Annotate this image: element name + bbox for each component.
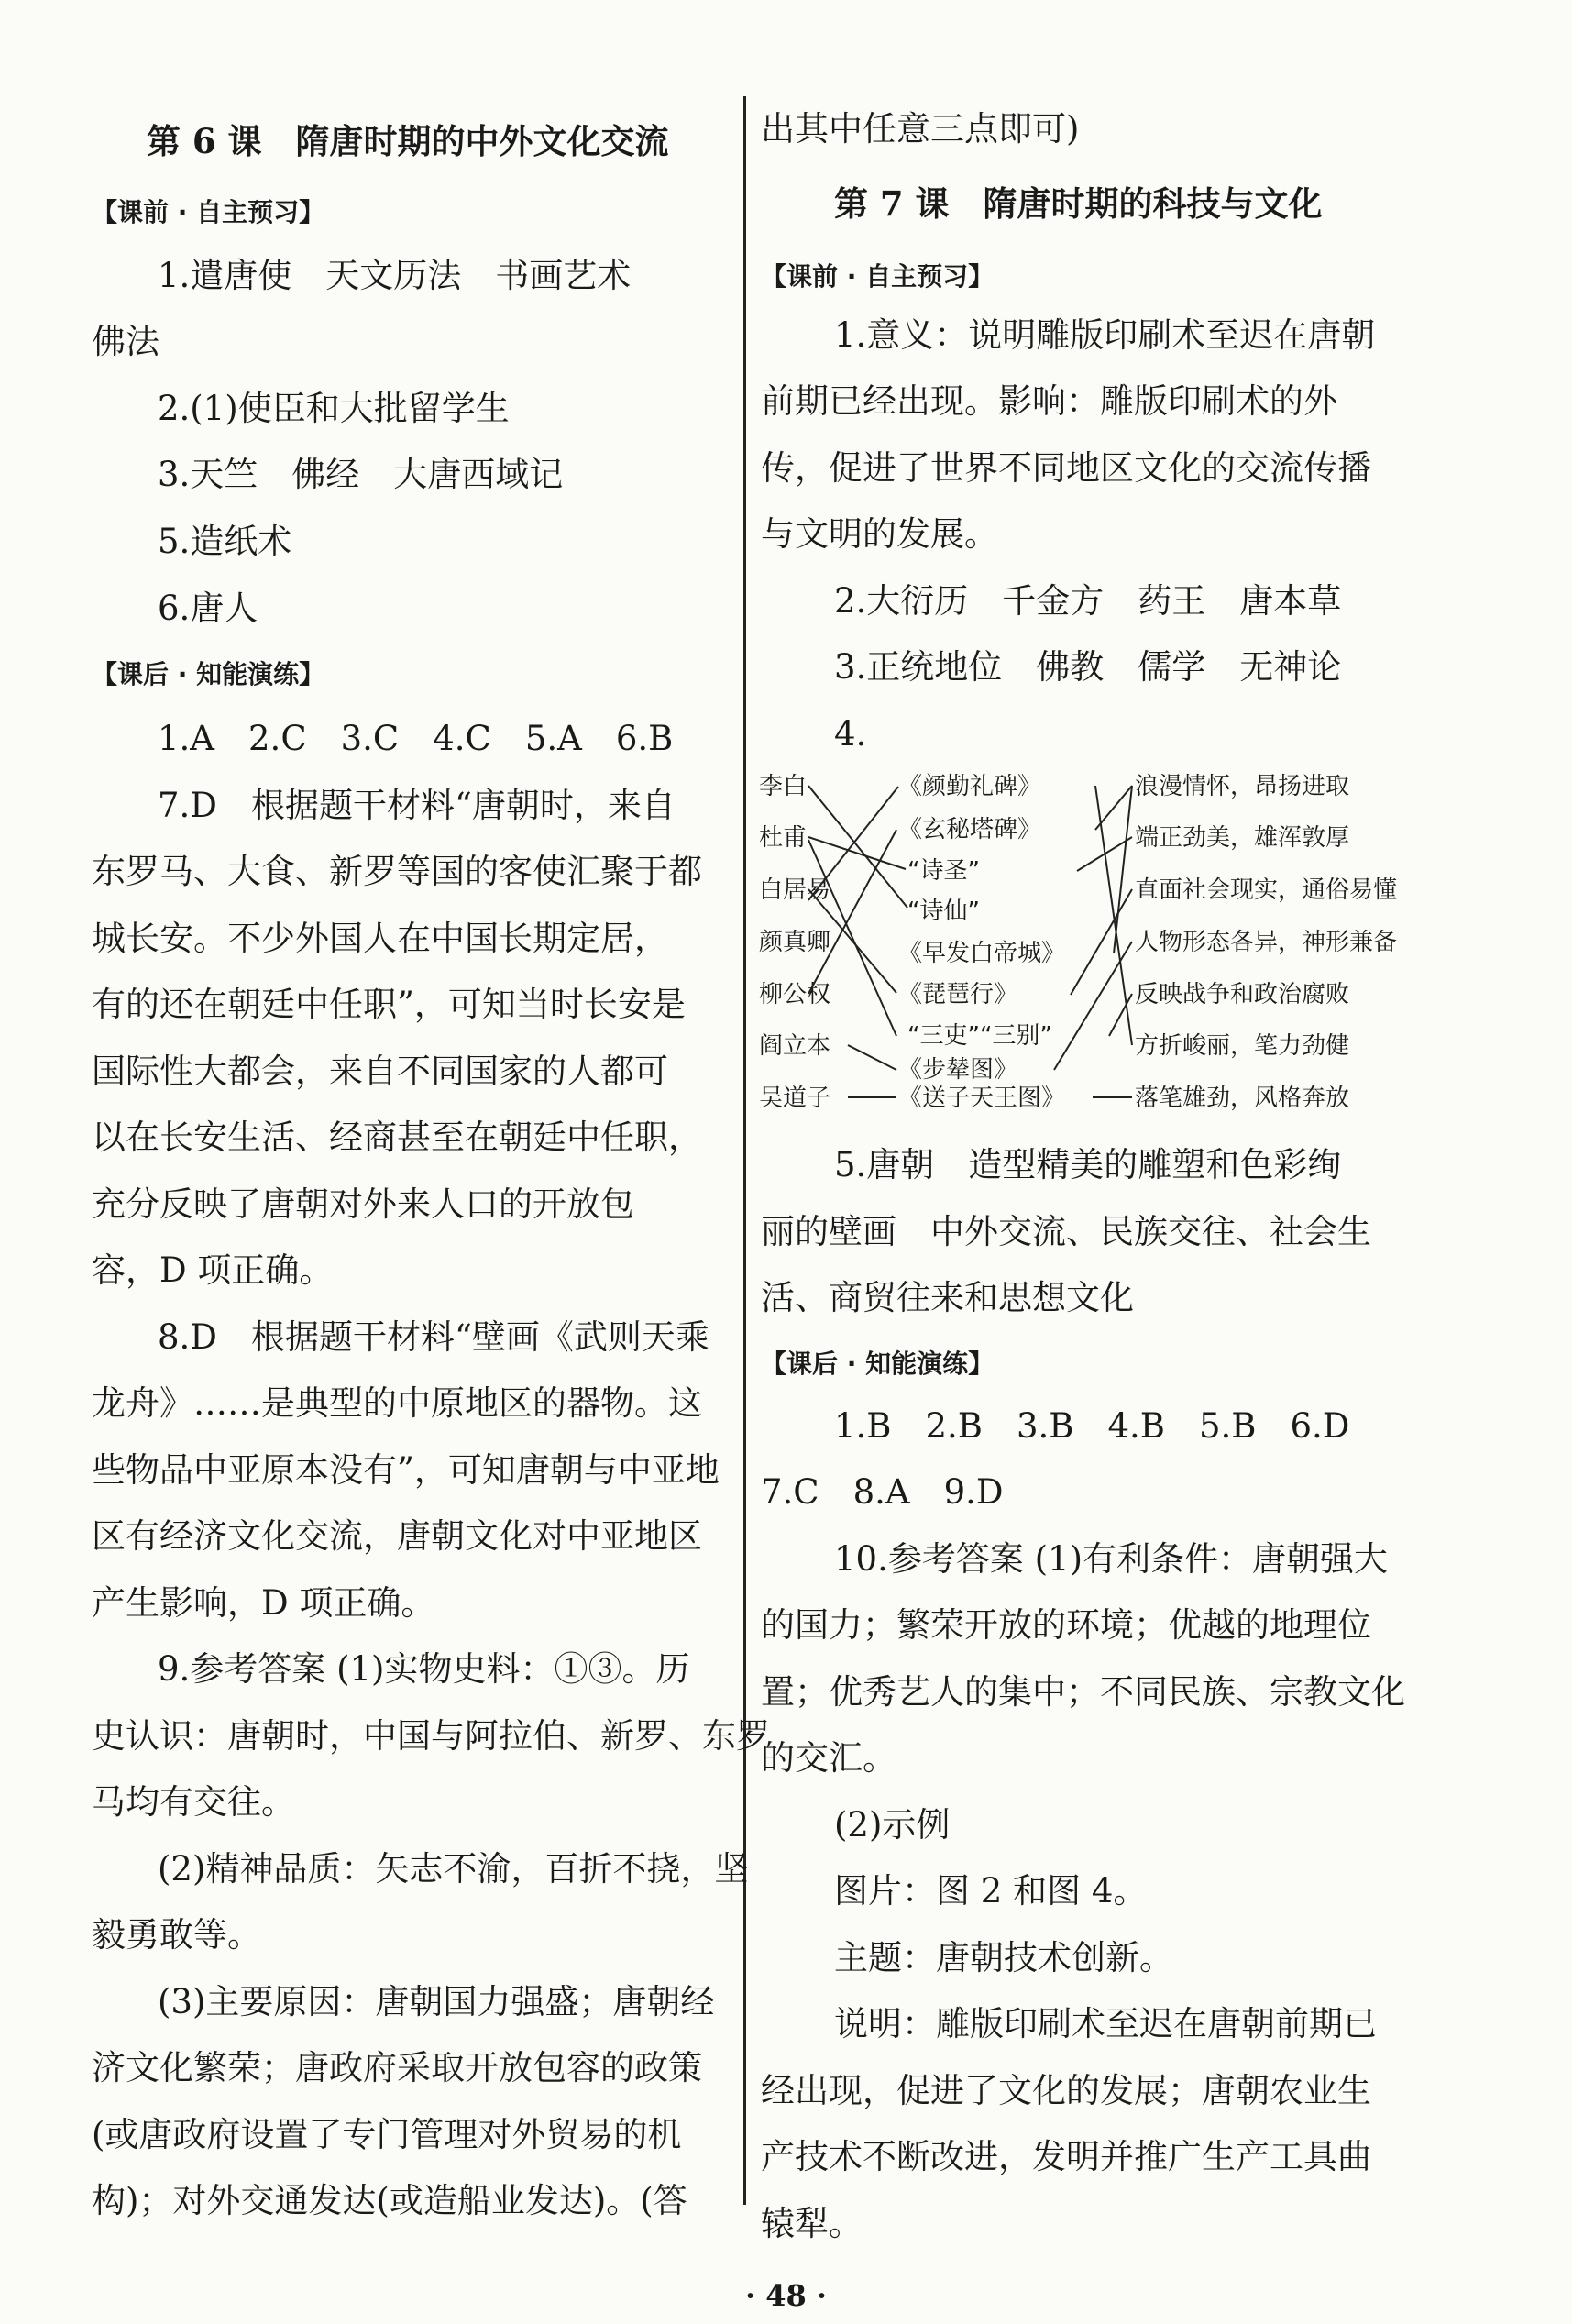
q8-line: 些物品中亚原本没有”，可知唐朝与中亚地 [92, 1450, 720, 1490]
person-label: 白居易 [759, 876, 831, 904]
q7-line: 有的还在朝廷中任职”，可知当时长安是 [92, 985, 686, 1024]
q9-line: (3)主要原因：唐朝国力强盛；唐朝经 [158, 1982, 715, 2021]
q9-line: (或唐政府设置了专门管理对外贸易的机 [92, 2115, 682, 2154]
q10-line: 的交汇。 [761, 1738, 896, 1778]
style-label: 人物形态各异，神形兼备 [1135, 929, 1398, 956]
section-practice-header: 【课后 · 知能演练】 [92, 659, 325, 689]
answer-line: 前期已经出现。影响：雕版印刷术的外 [761, 381, 1337, 421]
style-label: 直面社会现实，通俗易懂 [1135, 876, 1398, 904]
match-line [1114, 786, 1132, 953]
match-line [808, 837, 906, 869]
work-label: 《早发白帝城》 [898, 940, 1066, 967]
answer-line: 2.(1)使臣和大批留学生 [158, 389, 510, 428]
match-line [1095, 786, 1132, 1045]
answer-line: 4. [834, 714, 867, 754]
q10-line: 产技术不断改进，发明并推广生产工具曲 [761, 2137, 1371, 2176]
answer-key-line: 1.A 2.C 3.C 4.C 5.A 6.B [158, 719, 674, 758]
style-label: 落笔雄劲，风格奔放 [1135, 1085, 1350, 1112]
q8-line: 区有经济文化交流，唐朝文化对中亚地区 [92, 1516, 702, 1556]
answer-line: 6.唐人 [158, 589, 258, 628]
work-label: “诗仙” [907, 898, 980, 925]
q9-line: 毅勇敢等。 [92, 1915, 261, 1955]
answer-line: 与文明的发展。 [761, 514, 998, 554]
person-label: 吴道子 [759, 1085, 831, 1112]
answer-line: 1.意义：说明雕版印刷术至迟在唐朝 [834, 315, 1376, 355]
person-label: 阎立本 [759, 1032, 831, 1060]
answer-line: 5.唐朝 造型精美的雕塑和色彩绚 [834, 1145, 1342, 1184]
lesson-7-title: 第 7 课 隋唐时期的科技与文化 [834, 183, 1323, 224]
answer-key-line: 1.B 2.B 3.B 4.B 5.B 6.D [834, 1406, 1350, 1446]
q9-line: 构)；对外交通发达(或造船业发达)。(答 [92, 2181, 687, 2220]
section-preview-header: 【课前 · 自主预习】 [92, 197, 325, 227]
style-label: 方折峻丽，笔力劲健 [1135, 1032, 1350, 1060]
section-preview-header: 【课前 · 自主预习】 [761, 261, 995, 292]
q7-line: 7.D 根据题干材料“唐朝时，来自 [158, 786, 676, 825]
work-label: 《送子天王图》 [898, 1085, 1066, 1112]
match-line [1054, 942, 1132, 1070]
answer-line: 1.遣唐使 天文历法 书画艺术 [158, 256, 632, 295]
q10-line: (2)示例 [834, 1805, 951, 1845]
answer-line: 5.造纸术 [158, 522, 292, 561]
answer-line: 丽的壁画 中外交流、民族交往、社会生 [761, 1212, 1371, 1251]
q9-line: 济文化繁荣；唐政府采取开放包容的政策 [92, 2048, 702, 2087]
q8-line: 产生影响，D 项正确。 [92, 1583, 435, 1623]
work-label: “三吏”“三别” [907, 1022, 1052, 1050]
style-label: 端正劲美，雄浑敦厚 [1135, 824, 1350, 852]
match-line [1095, 786, 1132, 830]
person-label: 李白 [759, 773, 808, 800]
answer-line: 佛法 [92, 322, 159, 361]
q10-line: 辕犁。 [761, 2204, 863, 2243]
q10-line: 经出现，促进了文化的发展；唐朝农业生 [761, 2071, 1371, 2110]
q10-line: 的国力；繁荣开放的环境；优越的地理位 [761, 1605, 1371, 1645]
person-label: 杜甫 [759, 824, 808, 852]
work-label: “诗圣” [907, 857, 980, 885]
answer-line: 2.大衍历 千金方 药王 唐本草 [834, 581, 1342, 621]
q10-line: 主题：唐朝技术创新。 [834, 1938, 1173, 1977]
q9-line: 9.参考答案 (1)实物史料：①③。历 [158, 1649, 690, 1689]
style-label: 浪漫情怀，昂扬进取 [1135, 773, 1350, 800]
q9-line: (2)精神品质：矢志不渝，百折不挠，坚 [158, 1849, 749, 1889]
q7-line: 充分反映了唐朝对外来人口的开放包 [92, 1184, 634, 1224]
continued-line: 出其中任意三点即可) [761, 109, 1080, 149]
work-label: 《琵琶行》 [898, 981, 1018, 1008]
q9-line: 史认识：唐朝时，中国与阿拉伯、新罗、东罗 [92, 1716, 770, 1756]
q7-line: 以在长安生活、经商甚至在朝廷中任职， [92, 1118, 702, 1157]
answer-key-line: 7.C 8.A 9.D [761, 1472, 1004, 1512]
answer-line: 3.正统地位 佛教 儒学 无神论 [834, 647, 1342, 687]
style-label: 反映战争和政治腐败 [1135, 981, 1350, 1008]
q8-line: 8.D 根据题干材料“壁画《武则天乘 [158, 1317, 709, 1357]
section-practice-header: 【课后 · 知能演练】 [761, 1349, 995, 1379]
person-label: 颜真卿 [759, 929, 831, 956]
q7-line: 东罗马、大食、新罗等国的客使汇聚于都 [92, 852, 702, 891]
page-number: · 48 · [744, 2278, 828, 2313]
q9-line: 马均有交往。 [92, 1782, 295, 1822]
match-line [848, 1045, 896, 1070]
q7-line: 容，D 项正确。 [92, 1250, 334, 1290]
answer-line: 3.天竺 佛经 大唐西域记 [158, 455, 564, 494]
q10-line: 10.参考答案 (1)有利条件：唐朝强大 [834, 1539, 1389, 1579]
q7-line: 城长安。不少外国人在中国长期定居， [92, 919, 668, 958]
match-line [808, 830, 896, 994]
work-label: 《步辇图》 [898, 1056, 1018, 1084]
q8-line: 龙舟》……是典型的中原地区的器物。这 [92, 1383, 702, 1423]
answer-line: 传，促进了世界不同地区文化的交流传播 [761, 448, 1371, 488]
person-label: 柳公权 [759, 981, 831, 1008]
matching-diagram [752, 761, 1572, 1128]
work-label: 《颜勤礼碑》 [898, 773, 1042, 800]
q7-line: 国际性大都会，来自不同国家的人都可 [92, 1052, 668, 1091]
work-label: 《玄秘塔碑》 [898, 816, 1042, 843]
q10-line: 图片：图 2 和图 4。 [834, 1871, 1148, 1911]
q10-line: 置；优秀艺人的集中；不同民族、宗教文化 [761, 1672, 1405, 1712]
q10-line: 说明：雕版印刷术至迟在唐朝前期已 [834, 2004, 1377, 2043]
answer-line: 活、商贸往来和思想文化 [761, 1278, 1134, 1317]
lesson-6-title: 第 6 课 隋唐时期的中外文化交流 [147, 121, 669, 161]
